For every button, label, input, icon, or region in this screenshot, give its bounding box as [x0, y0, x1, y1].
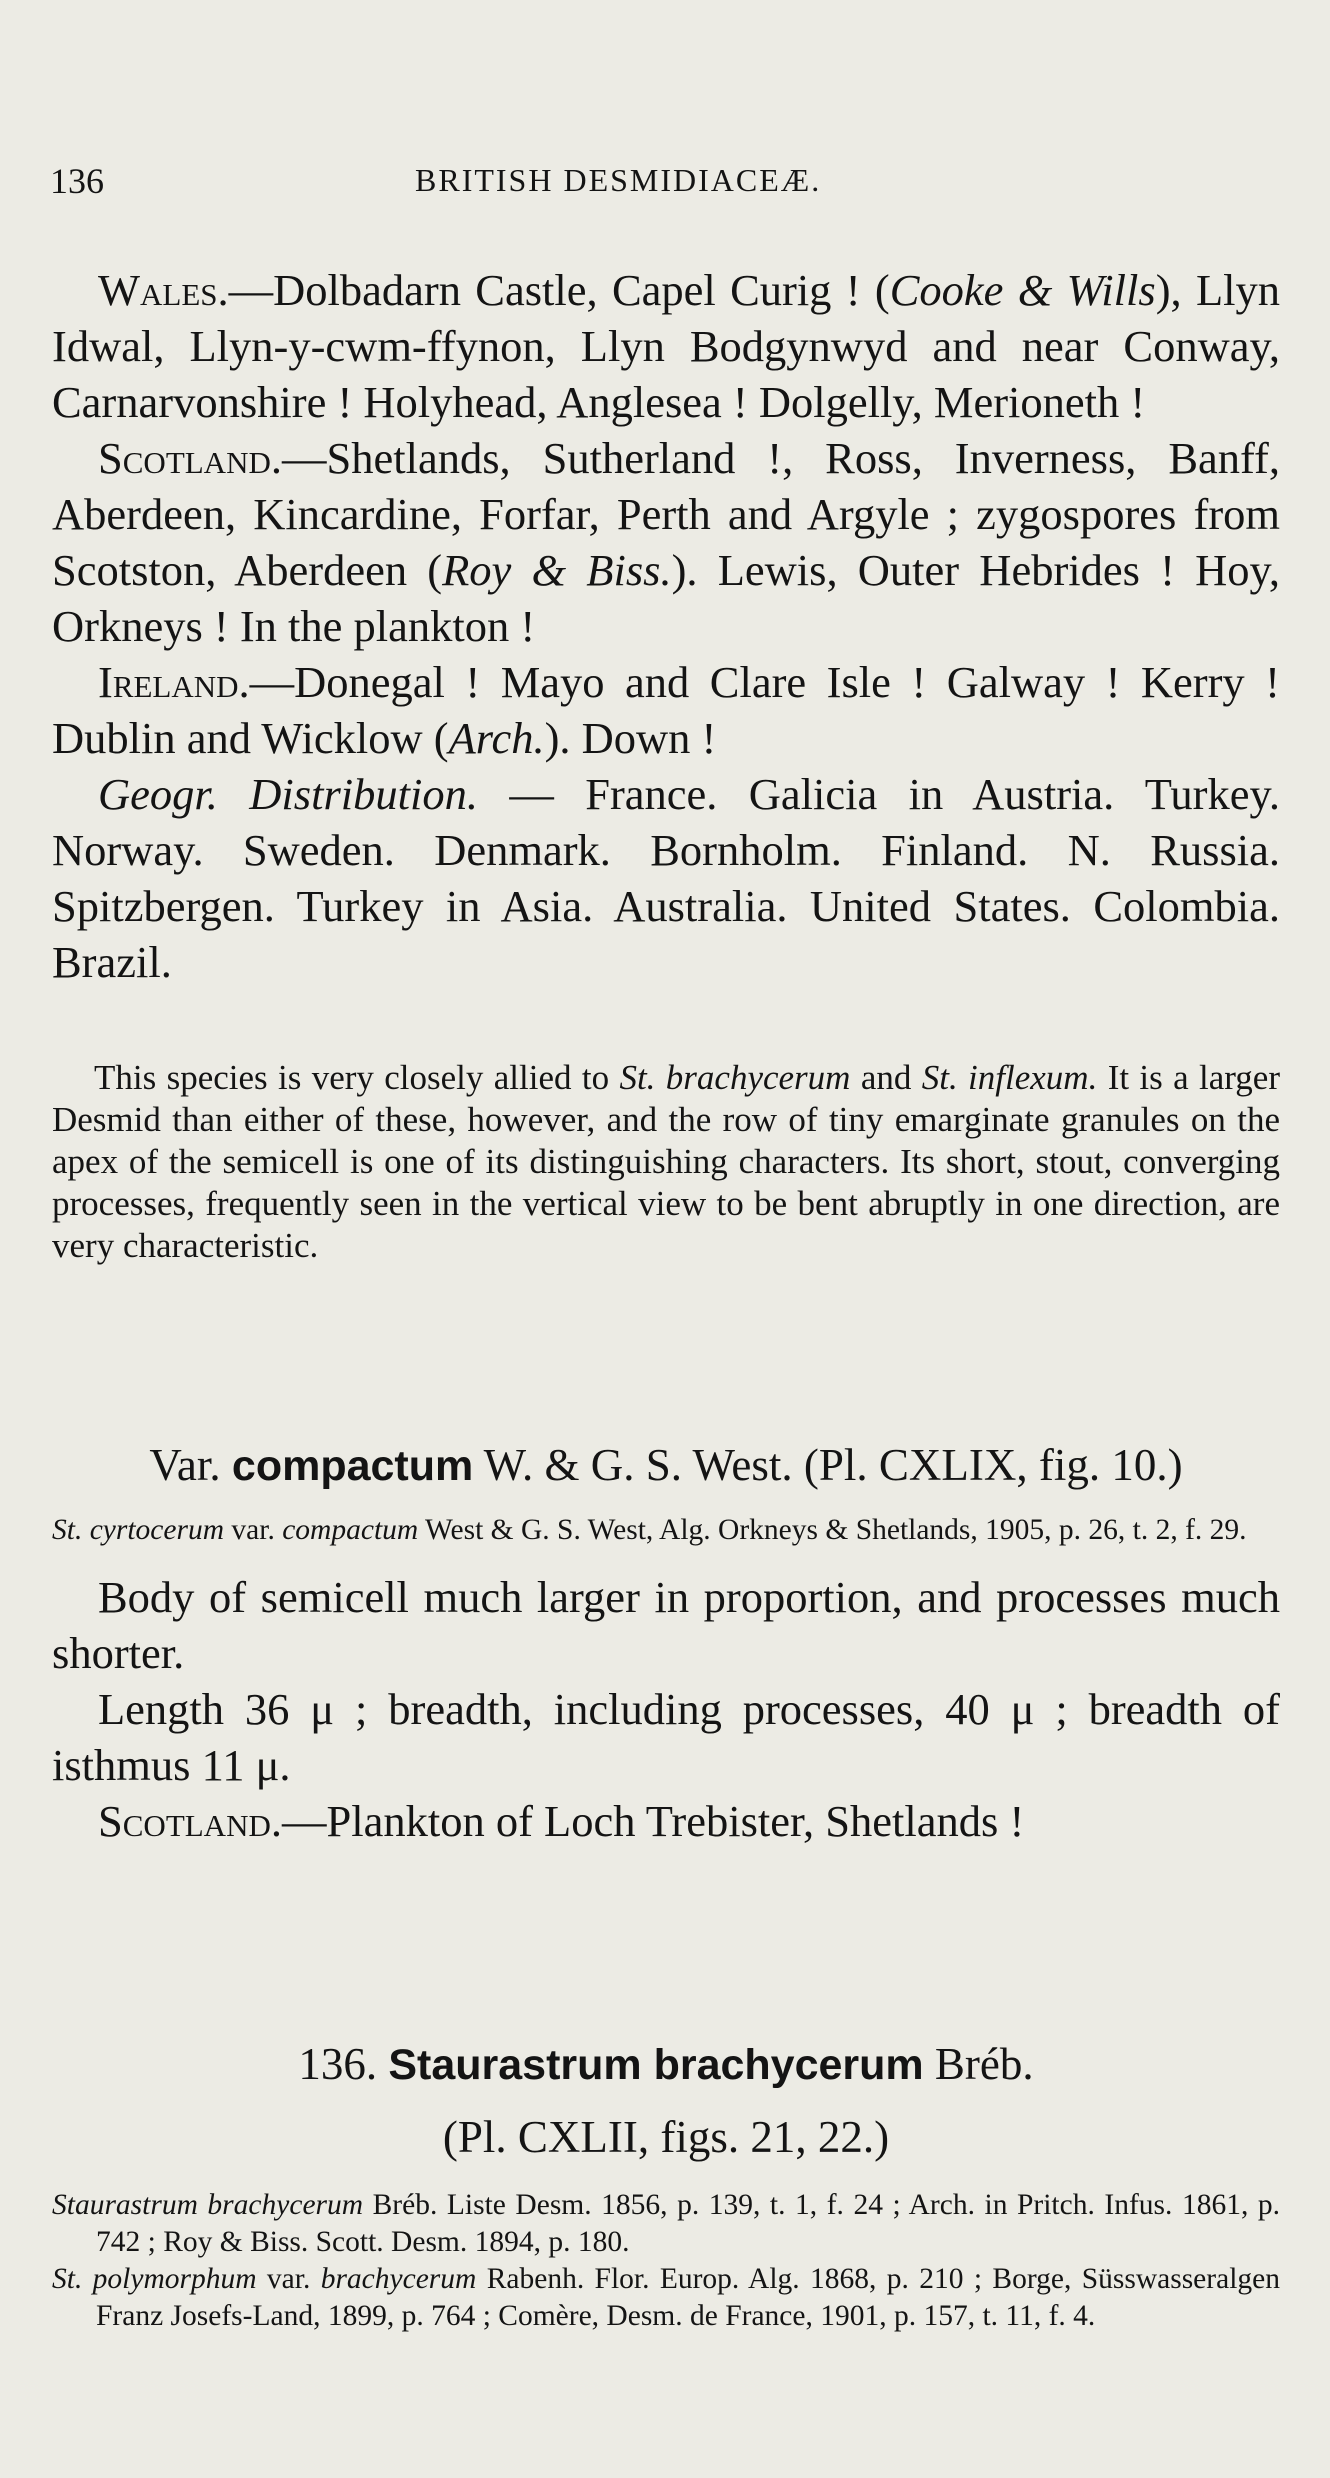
note-text: This species is very closely allied to	[94, 1058, 620, 1097]
synonym-2-var: brachycerum	[320, 2263, 477, 2295]
variety-authority: W. & G. S. West.	[473, 1440, 793, 1490]
ireland-text: —Donegal ! Mayo and Clare Isle ! Galway ! Kerry ! Dublin and Wicklow (	[52, 657, 1280, 763]
synonym-1-reference: Bréb. Liste Desm. 1856, p. 139, t. 1, f. 24 ; Arch. in Pritch. Infus. 1861, p. 742 ; Roy & Biss. Scott. Desm. 1894, p. 180.	[96, 2189, 1280, 2258]
scotland-text-2: ). Lewis, Outer Hebrides ! Hoy, Orkneys ! In the plankton !	[52, 545, 1280, 651]
running-title: BRITISH DESMIDIACEÆ.	[415, 162, 822, 198]
wales-paragraph	[52, 262, 1280, 430]
species-section	[52, 2036, 1280, 2335]
wales-text: —Dolbadarn Castle, Capel Curig ! (	[228, 265, 890, 315]
variety-prefix: Var.	[149, 1440, 232, 1490]
geographic-distribution	[52, 766, 1280, 990]
locality-label: Scotland.	[98, 1796, 282, 1846]
geo-text: — France. Galicia in Austria. Turkey. Norway. Sweden. Denmark. Bornholm. Finland. N. Russia. Spitzbergen. Turkey in Asia. Australia. United States. Colombia. Brazil.	[52, 769, 1280, 987]
locality-text: —Plankton of Loch Trebister, Shetlands !	[281, 1796, 1025, 1846]
page-header	[50, 160, 1280, 210]
synonym-var: compactum	[282, 1514, 419, 1546]
species-authority: Bréb.	[923, 2039, 1034, 2089]
species-name: Staurastrum brachycerum	[388, 2041, 924, 2089]
distribution-section	[52, 262, 1280, 990]
variety-description	[52, 1569, 1280, 1849]
synonym-name: St. cyrtocerum	[52, 1514, 225, 1546]
wales-citation: Cooke & Wills	[889, 265, 1156, 315]
variety-plate: (Pl. CXLIX, fig. 10.)	[792, 1440, 1183, 1490]
variety-locality	[52, 1793, 1280, 1849]
ireland-paragraph	[52, 654, 1280, 766]
synonym-2-name: St. polymorphum	[52, 2263, 257, 2295]
ireland-text-2: ). Down !	[544, 713, 717, 763]
note-species-2: St. inflexum.	[921, 1058, 1098, 1097]
species-synonym-1	[52, 2187, 1280, 2261]
variety-synonym	[52, 1512, 1280, 1549]
scotland-text: —Shetlands, Sutherland !, Ross, Inverness, Banff, Aberdeen, Kincardine, Forfar, Perth and Argyle ; zygospores from Scotston, Aberdeen (	[52, 433, 1280, 595]
synonym-2-reference: Rabenh. Flor. Europ. Alg. 1868, p. 210 ; Borge, Süsswasseralgen Franz Josefs-Land, 1899, p. 764 ; Comère, Desm. de France, 1901, p. 157, t. 11, f. 4.	[96, 2263, 1280, 2332]
geo-label: Geogr. Distribution.	[98, 769, 478, 819]
note-paragraph	[52, 1057, 1280, 1267]
variety-synonymy	[52, 1512, 1280, 1549]
ireland-label: Ireland.	[98, 657, 250, 707]
species-note	[52, 1057, 1280, 1267]
species-synonymy	[52, 2187, 1280, 2335]
wales-text-2: ), Llyn Idwal, Llyn-y-cwm-ffynon, Llyn Bodgynwyd and near Conway, Carnarvonshire ! Holyhead, Anglesea ! Dolgelly, Merioneth !	[52, 265, 1280, 427]
synonym-2-text: var.	[256, 2263, 321, 2295]
variety-section	[52, 1437, 1280, 1849]
synonym-text: var.	[224, 1514, 283, 1546]
measurements-text: Length 36 μ ; breadth, including processes, 40 μ ; breadth of isthmus 11 μ.	[52, 1684, 1280, 1790]
ireland-citation: Arch.	[448, 713, 545, 763]
species-heading	[52, 2036, 1280, 2093]
note-text-3: It is a larger Desmid than either of these, however, and the row of tiny emarginate granules on the apex of the semicell is one of its distinguishing characters. Its short, stout, converging processes, frequently seen in the vertical view to be bent abruptly in one direction, are very characteristic.	[52, 1058, 1280, 1265]
synonym-1-name: Staurastrum brachycerum	[52, 2189, 364, 2221]
synonym-reference: West & G. S. West, Alg. Orkneys & Shetlands, 1905, p. 26, t. 2, f. 29.	[418, 1514, 1247, 1546]
species-synonym-2	[52, 2261, 1280, 2335]
species-number: 136.	[298, 2039, 389, 2089]
page-number: 136	[50, 161, 104, 201]
species-plate: (Pl. CXLII, figs. 21, 22.)	[442, 2112, 890, 2162]
wales-label: Wales.	[98, 265, 229, 315]
variety-name: compactum	[231, 1442, 474, 1490]
description-text: Body of semicell much larger in proportion, and processes much shorter.	[52, 1572, 1280, 1678]
scotland-citation: Roy & Biss.	[442, 545, 672, 595]
note-species-1: St. brachycerum	[619, 1058, 851, 1097]
note-text-2: and	[850, 1058, 922, 1097]
scotland-paragraph	[52, 430, 1280, 654]
scotland-label: Scotland.	[98, 433, 282, 483]
variety-heading	[52, 1437, 1280, 1494]
